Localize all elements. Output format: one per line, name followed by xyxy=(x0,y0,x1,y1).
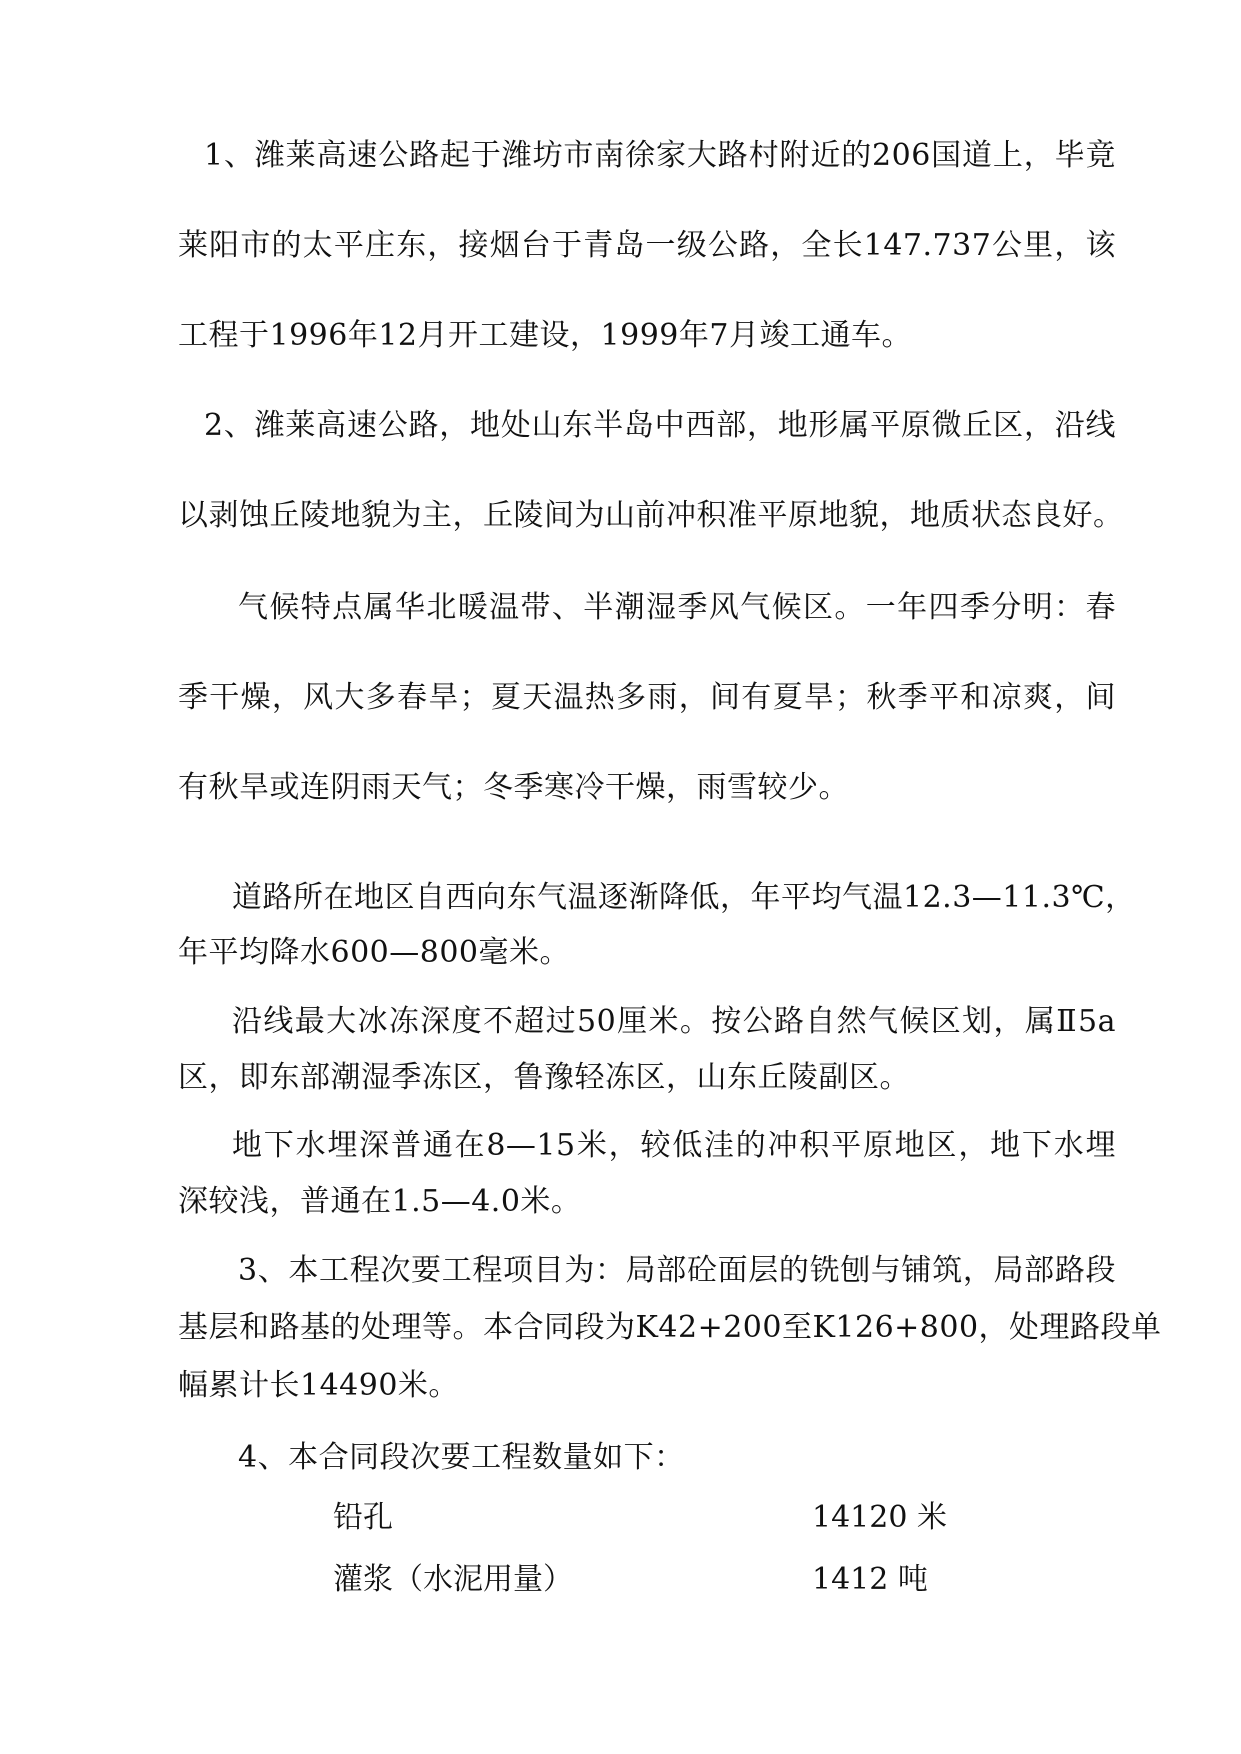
paragraph-7-line-1: 3、本工程次要工程项目为：局部砼面层的铣刨与铺筑，局部路段 xyxy=(238,1253,1116,1288)
paragraph-1-line-3: 工程于1996年12月开工建设，1999年7月竣工通车。 xyxy=(178,318,912,353)
paragraph-3-line-2: 季干燥，风大多春旱；夏天温热多雨，间有夏旱；秋季平和凉爽，间 xyxy=(178,680,1116,715)
paragraph-2-line-2: 以剥蚀丘陵地貌为主，丘陵间为山前冲积准平原地貌，地质状态良好。 xyxy=(178,498,1124,533)
paragraph-7-line-2: 基层和路基的处理等。本合同段为K42+200至K126+800，处理路段单 xyxy=(178,1310,1162,1345)
quantity-item-amount: 14120 米 xyxy=(812,1500,947,1535)
paragraph-1-line-2: 莱阳市的太平庄东，接烟台于青岛一级公路，全长147.737公里，该 xyxy=(178,228,1116,263)
paragraph-7-line-3: 幅累计长14490米。 xyxy=(178,1368,459,1403)
quantity-item-name: 灌浆（水泥用量） xyxy=(333,1562,573,1597)
paragraph-8-line-1: 4、本合同段次要工程数量如下： xyxy=(238,1440,685,1475)
paragraph-5-line-1: 沿线最大冰冻深度不超过50厘米。按公路自然气候区划，属Ⅱ5a xyxy=(232,1004,1116,1039)
paragraph-1-line-1: 1、潍莱高速公路起于潍坊市南徐家大路村附近的206国道上，毕竟 xyxy=(204,138,1116,173)
paragraph-4-line-2: 年平均降水600—800毫米。 xyxy=(178,935,571,970)
paragraph-3-line-3: 有秋旱或连阴雨天气；冬季寒冷干燥，雨雪较少。 xyxy=(178,770,849,805)
paragraph-3-line-1: 气候特点属华北暖温带、半潮湿季风气候区。一年四季分明：春 xyxy=(238,590,1116,625)
quantity-item-amount: 1412 吨 xyxy=(812,1562,928,1597)
paragraph-4-line-1: 道路所在地区自西向东气温逐渐降低，年平均气温12.3—11.3℃， xyxy=(232,880,1136,915)
quantity-item-name: 铅孔 xyxy=(333,1500,393,1535)
paragraph-2-line-1: 2、潍莱高速公路，地处山东半岛中西部，地形属平原微丘区，沿线 xyxy=(204,408,1116,443)
paragraph-6-line-2: 深较浅，普通在1.5—4.0米。 xyxy=(178,1184,582,1219)
paragraph-5-line-2: 区，即东部潮湿季冻区，鲁豫轻冻区，山东丘陵副区。 xyxy=(178,1060,910,1095)
paragraph-6-line-1: 地下水埋深普通在8—15米，较低洼的冲积平原地区，地下水埋 xyxy=(232,1128,1116,1163)
